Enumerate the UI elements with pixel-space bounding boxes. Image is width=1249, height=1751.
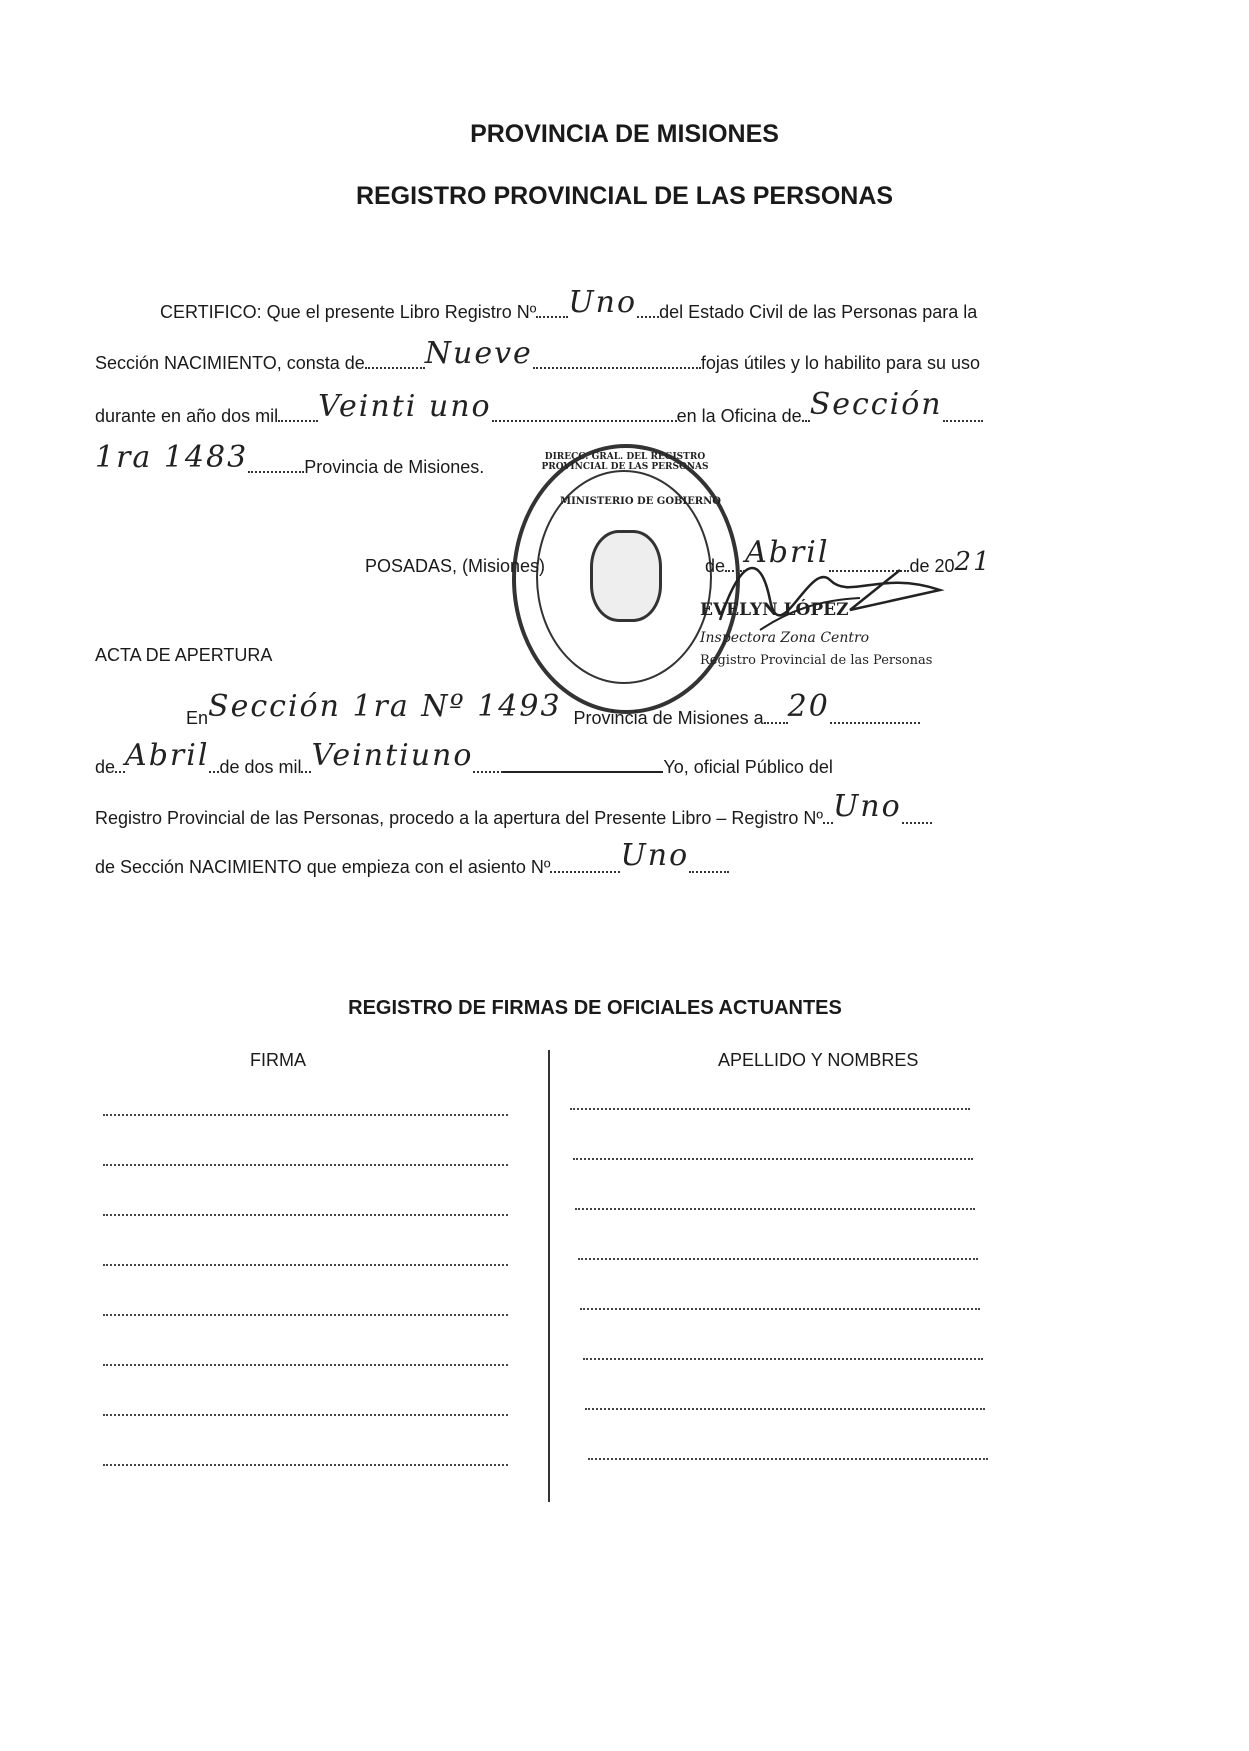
acta-line-1 (186, 689, 920, 732)
column-firma: FIRMA (250, 1050, 306, 1070)
firma-line[interactable] (103, 1363, 508, 1366)
acta-l2-pre: de (95, 757, 116, 777)
column-apellido-nombres: APELLIDO Y NOMBRES (718, 1050, 919, 1070)
date-month-hand: Abril (745, 535, 830, 570)
cert-line-4 (95, 440, 485, 481)
acta-l4-pre: de Sección NACIMIENTO que empieza con el asiento Nº (95, 857, 551, 877)
acta-l2-hand: Abril (125, 738, 210, 773)
firma-line[interactable] (103, 1413, 508, 1416)
firma-line[interactable] (103, 1113, 508, 1116)
cert-l2-post: fojas útiles y lo habilito para su uso (700, 353, 980, 373)
acta-l1-mid: Provincia de Misiones a (573, 708, 764, 728)
acta-l1-hand2: 20 (787, 689, 830, 724)
cert-l1-hand: Uno (568, 285, 638, 320)
firma-line[interactable] (103, 1463, 508, 1466)
stamp-role: Inspectora Zona Centro (700, 630, 870, 646)
acta-line-2 (95, 738, 833, 781)
nombre-line[interactable] (575, 1207, 975, 1210)
acta-l1-pre: En (186, 708, 209, 728)
document-subtitle: REGISTRO PROVINCIAL DE LAS PERSONAS (355, 182, 894, 210)
acta-l2-mid: de dos mil (219, 757, 302, 777)
cert-l3-pre: durante en año dos mil (95, 406, 279, 426)
cert-l3-hand: Veinti uno (318, 389, 492, 424)
column-divider (548, 1050, 550, 1502)
acta-line-4 (95, 838, 729, 881)
acta-l2-strike (503, 770, 663, 773)
cert-l4-hand: 1ra 1483 (95, 440, 249, 475)
cert-l1-pre: CERTIFICO: Que el presente Libro Registro Nº (160, 302, 537, 322)
nombre-line[interactable] (578, 1257, 978, 1260)
seal-inner-text: MINISTERIO DE GOBIERNO (560, 496, 721, 507)
acta-l3-hand: Uno (832, 789, 902, 824)
acta-l2-post: Yo, oficial Público del (663, 757, 833, 777)
cert-line-3 (95, 387, 983, 430)
nombre-line[interactable] (570, 1107, 970, 1110)
date-de1: de (705, 556, 726, 576)
cert-l1-post: del Estado Civil de las Personas para la (659, 302, 978, 322)
firma-line[interactable] (103, 1213, 508, 1216)
nombre-line[interactable] (583, 1357, 983, 1360)
date-year-hand: 21 (954, 547, 992, 577)
stamp-org: Registro Provincial de las Personas (700, 653, 933, 668)
acta-line-3 (95, 789, 932, 832)
firma-line[interactable] (103, 1263, 508, 1266)
cert-l2-hand: Nueve (424, 336, 533, 371)
nombre-line[interactable] (588, 1457, 988, 1460)
acta-l1-hand: Sección 1ra Nº 1493 (208, 689, 562, 724)
acta-heading: ACTA DE APERTURA (95, 645, 273, 665)
date-pre: POSADAS, (Misiones) (365, 556, 546, 576)
cert-l3-mid: en la Oficina de (676, 406, 802, 426)
cert-line-2 (95, 336, 980, 377)
cert-l4-post: Provincia de Misiones. (304, 457, 485, 477)
signatures-heading: REGISTRO DE FIRMAS DE OFICIALES ACTUANTES (348, 997, 842, 1019)
acta-l2-hand2: Veintiuno (311, 738, 474, 773)
document-title: PROVINCIA DE MISIONES (470, 120, 779, 148)
acta-l3-pre: Registro Provincial de las Personas, procedo a la apertura del Presente Libro – Registro Nº (95, 808, 823, 828)
nombre-line[interactable] (585, 1407, 985, 1410)
stamp-name: EVELYN LÓPEZ (700, 600, 849, 620)
cert-line-1 (160, 285, 978, 326)
date-de2: de 20 (909, 556, 955, 576)
firma-line[interactable] (103, 1313, 508, 1316)
firma-line[interactable] (103, 1163, 508, 1166)
acta-l4-hand: Uno (620, 838, 690, 873)
nombre-line[interactable] (573, 1157, 973, 1160)
cert-l2-pre: Sección NACIMIENTO, consta de (95, 353, 365, 373)
seal-outer-text: DIRECC. GRAL. DEL REGISTRO PROVINCIAL DE LAS PERSONAS (541, 452, 709, 472)
nombre-line[interactable] (580, 1307, 980, 1310)
cert-l3-hand2: Sección (809, 387, 943, 422)
